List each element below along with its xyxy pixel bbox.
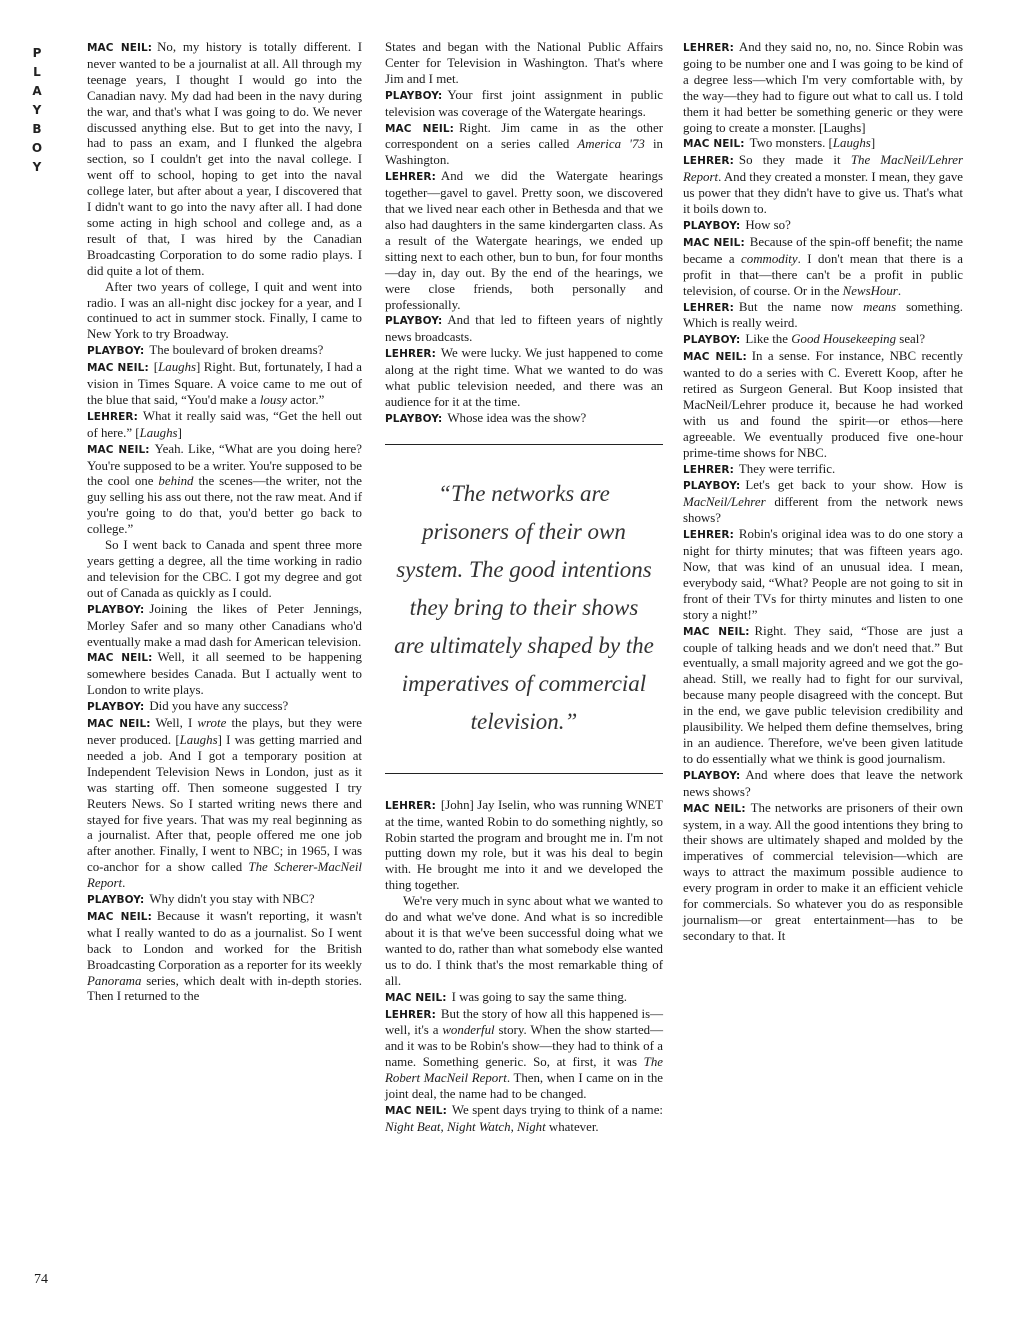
paragraph-text: In a sense. For instance, NBC recently wanted to do a series with C. Everett Koop, after he retired as Surgeon General. But Koop insisted that MacNeil/Lehrer produce it, because he had worked with us and found the spirit—or ethos—here agreeable. We eventually produced five one-hour prime-time shows for NBC. — [683, 349, 963, 460]
text-run: whatever. — [545, 1119, 599, 1134]
text-run: different from the network news shows? — [683, 495, 963, 526]
paragraph — [683, 300, 963, 333]
speaker-label: PLAYBOY: — [683, 769, 741, 782]
text-run: the scenes—the writer, not the guy selling his ass out there, not the raw meat. And if you're going to do that, you'd better go back to college.” — [87, 474, 362, 537]
speaker-label: LEHRER: — [385, 348, 436, 361]
vertical-label-letter: P — [32, 46, 42, 60]
paragraph — [385, 40, 663, 88]
paragraph — [87, 343, 362, 360]
text-run: . Then, when I came on in the joint deal, the name had to be changed. — [385, 1071, 663, 1102]
paragraph-text: [John] Jay Iselin, who was running WNET at the time, wanted Robin to do something nightly, so Robin started the program and brought me in. I'm not putting down my role, but it was his deal to begin with. He brought me into it and we developed the thing together. — [385, 797, 663, 893]
speaker-label: MAC NEIL: — [385, 991, 447, 1004]
speaker-label: PLAYBOY: — [87, 894, 145, 907]
italic-run: wonderful — [442, 1023, 495, 1038]
paragraph — [385, 798, 663, 894]
paragraph-text: And where does that leave the network news shows? — [683, 767, 963, 799]
paragraph — [385, 121, 663, 170]
vertical-label-text — [30, 44, 44, 177]
text-run: . And they created a monster. I mean, they gave us power that they didn't have to give us. That's what it boils down to. — [683, 170, 963, 217]
paragraph — [683, 768, 963, 801]
paragraph — [87, 699, 362, 716]
speaker-label: PLAYBOY: — [87, 603, 145, 616]
paragraph — [683, 40, 963, 136]
text-run: So they made it — [738, 153, 851, 168]
italic-run: commodity — [741, 251, 798, 266]
text-run: story. When the show started—and it was to be Robin's show—they had to think of a name. Something generic. So, at first, it was — [385, 1023, 663, 1070]
text-run: seal? — [896, 332, 926, 347]
text-run: Two monsters. [ — [749, 136, 833, 151]
paragraph-text: States and began with the National Public Affairs Center for Television in Washington. That's where Jim and I met. — [385, 40, 663, 86]
paragraph — [683, 136, 963, 153]
italic-run: Good Housekeeping — [791, 332, 897, 347]
paragraph — [385, 313, 663, 346]
paragraph — [683, 478, 963, 527]
text-run: Let's get back to your show. How is — [745, 478, 963, 493]
text-run: the plays, but they were never produced. [ — [87, 716, 362, 747]
italic-run: Night Beat, Night Watch, Night — [385, 1119, 546, 1134]
paragraph — [683, 235, 963, 300]
paragraph — [385, 346, 663, 411]
speaker-label: MAC NEIL: — [683, 138, 745, 151]
paragraph — [87, 909, 362, 1005]
paragraph — [87, 650, 362, 699]
italic-run: NewsHour — [842, 283, 898, 298]
paragraph-text: How so? — [745, 217, 791, 232]
paragraph-text: We were lucky. We just happened to come along at the right time. What we wanted to do was what public television needed, and there was an audience for it at the time. — [385, 346, 663, 409]
italic-run: Laughs — [832, 136, 871, 151]
text-run: Because it wasn't reporting, it wasn't what I really wanted to do as a journalist. So I went back to London and worked for the British Broadcasting Corporation as a reporter for its weekly — [87, 908, 363, 972]
text-run: series, which dealt with in-depth stories. Then I returned to the — [87, 973, 362, 1004]
speaker-label: LEHRER: — [683, 42, 734, 54]
paragraph — [87, 602, 362, 651]
paragraph-text: Why didn't you stay with NBC? — [149, 892, 315, 907]
text-run: ] I was getting married and needed a job. And I got a temporary position at Independent Television News in London, just as it was starting off. Then someone suggested I try Reuters News. So I started writing news there and stayed for five years. That was my real beginning as a journalist. After that, people offered me one job after another. Finally, I went to NBC; in 1965, I was co-anchor for a show called — [87, 732, 362, 875]
text-run: . — [897, 283, 902, 298]
speaker-label: MAC NEIL: — [683, 236, 745, 249]
speaker-label: MAC NEIL: — [683, 351, 747, 364]
paragraph-text: We're very much in sync about what we wanted to do and what we've done. And what is so incredible about it is that we've been successful doing what we wanted to do, rather than what somebody else wanted us to do. I think that's the most remarkable thing of all. — [385, 894, 663, 988]
speaker-label: LEHRER: — [87, 410, 138, 423]
text-run: in Washington. — [385, 137, 663, 168]
paragraph — [385, 990, 663, 1007]
text-run: [ — [153, 360, 159, 375]
text-run: something. Which is really weird. — [683, 299, 963, 331]
paragraph — [87, 409, 362, 442]
paragraph — [683, 801, 963, 945]
paragraph-text: And they said no, no, no. Since Robin was going to be number one and I was going to be kind of a degree less—which I'm very comfortable with, by the way—they had to figure out what to call us. I told them it had better be something generic or they were going to create a monster. [Laughs] — [683, 40, 963, 135]
text-run: What it really said was, “Get the hell out of here.” [ — [87, 408, 362, 440]
paragraph-text: After two years of college, I quit and went into radio. I was an all-night disc jockey for a year, and I continued to act in summer stock. Finally, I came to New York to try Broadway. — [87, 279, 362, 342]
paragraph-text: The boulevard of broken dreams? — [149, 343, 324, 358]
speaker-label: LEHRER: — [385, 1008, 436, 1021]
speaker-label: LEHRER: — [683, 463, 734, 476]
paragraph-text: Did you have any success? — [149, 699, 289, 714]
paragraph — [87, 892, 362, 909]
paragraph — [87, 538, 362, 602]
text-run: Like the — [745, 332, 792, 347]
paragraph-text: So I went back to Canada and spent three more years getting a degree, all the time working in radio and television for the CBC. I got my degree and got out of Canada as quickly as I could. — [87, 538, 362, 600]
italic-run: Laughs — [179, 732, 218, 747]
italic-run: behind — [158, 474, 194, 489]
paragraph-text: No, my history is totally different. I never wanted to be a journalist at all. All through my teenage years, I thought I would go into the Canadian navy. My dad had been in the navy during the war, and that's what I was going to do. We never discussed anything else. But to get into the navy, I had to pass an exam, and I flunked the algebra section, so I couldn't get into the naval college. I went off to school, hoping to get into the naval college later, but after about a year, I discovered that I didn't want to go into the navy after all. I had done some acting in high school and college and, as a result of that, I was hired by the Canadian Broadcasting Corporation to do some radio plays. I did quite a lot of them. — [87, 40, 362, 278]
text-column-3 — [683, 40, 963, 945]
speaker-label: MAC NEIL: — [87, 910, 152, 923]
text-run: . — [122, 876, 126, 891]
paragraph — [385, 411, 663, 428]
speaker-label: LEHRER: — [683, 529, 734, 542]
text-run: We spent days trying to think of a name: — [451, 1102, 663, 1117]
paragraph-text: Well, it all seemed to be happening somewhere besides Canada. But I actually went to London to write plays. — [87, 650, 362, 698]
text-run: . I don't mean that there is a profit in that—there can't be a profit in public television, of course. Or in the — [683, 251, 963, 298]
text-run: actor.” — [287, 392, 325, 407]
speaker-label: PLAYBOY: — [385, 89, 443, 102]
paragraph — [683, 349, 963, 461]
italic-run: The MacNeil/Lehrer Report — [683, 153, 964, 185]
speaker-label: PLAYBOY: — [87, 701, 145, 714]
paragraph-text: Your first joint assignment in public television was coverage of the Watergate hearings. — [385, 87, 663, 119]
italic-run: The Scherer-MacNeil Report — [87, 860, 362, 891]
paragraph — [385, 88, 663, 121]
paragraph — [683, 218, 963, 235]
speaker-label: MAC NEIL: — [87, 718, 151, 731]
paragraph-text: Whose idea was the show? — [447, 410, 587, 425]
paragraph-text: The networks are prisoners of their own system, in a way. All the good intentions they bring to their shows are ultimately shaped and molded by the imperatives of commercial television—which are ways to attract the maximum possible audience to every program in order to make it an efficient vehicle for commercials. So whatever you do as responsible journalism—or great entertainment—has to be secondary to that. It — [683, 800, 963, 943]
speaker-label: PLAYBOY: — [683, 219, 741, 232]
speaker-label: PLAYBOY: — [683, 334, 741, 347]
text-run: ] — [870, 136, 876, 151]
text-run: ] Right. But, fortunately, I had a vision in Times Square. A voice came to me out of the blue that said, “You'd make a — [87, 360, 363, 407]
paragraph — [87, 40, 362, 280]
paragraph — [683, 527, 963, 623]
text-run: But the story of how all this happened is—well, it's a — [385, 1006, 663, 1038]
speaker-label: MAC NEIL: — [87, 362, 149, 375]
vertical-label-letter: L — [33, 65, 41, 79]
text-run: Because of the spin-off benefit; the name became a — [683, 234, 964, 266]
italic-run: The Robert MacNeil Report — [385, 1055, 663, 1086]
speaker-label: MAC NEIL: — [87, 42, 153, 54]
paragraph-text: They were terrific. — [738, 461, 836, 476]
text-run: But the name now — [738, 299, 864, 314]
paragraph-text: And that led to fifteen years of nightly news broadcasts. — [385, 313, 663, 345]
vertical-label-letter: O — [31, 141, 43, 155]
paragraph — [87, 280, 362, 344]
paragraph — [683, 332, 963, 349]
italic-run: means — [863, 299, 897, 314]
magazine-name-vertical — [30, 44, 44, 177]
speaker-label: MAC NEIL: — [385, 122, 454, 135]
vertical-label-letter: Y — [32, 160, 42, 174]
speaker-label: LEHRER: — [385, 799, 436, 812]
speaker-label: PLAYBOY: — [385, 315, 443, 328]
paragraph — [385, 1007, 663, 1103]
paragraph — [385, 894, 663, 989]
speaker-label: PLAYBOY: — [87, 345, 145, 358]
paragraph — [385, 1103, 663, 1136]
italic-run: Laughs — [158, 360, 197, 375]
paragraph — [87, 442, 362, 538]
italic-run: America '73 — [577, 137, 645, 152]
vertical-label-letter: B — [32, 122, 42, 136]
speaker-label: PLAYBOY: — [683, 480, 741, 493]
paragraph — [87, 360, 362, 409]
speaker-label: LEHRER: — [683, 301, 734, 314]
paragraph — [683, 462, 963, 479]
italic-run: Laughs — [139, 425, 178, 440]
text-run: Yeah. Like, “What are you doing here? You're supposed to be a writer. You're supposed to be the cool one — [87, 441, 362, 489]
speaker-label: MAC NEIL: — [683, 802, 746, 815]
vertical-label-letter: Y — [32, 103, 42, 117]
paragraph-text: Robin's original idea was to do one story a night for thirty minutes; that was fifteen years ago. Now, that was kind of an unusual idea. I mean, everybody said, “What? People are not going to sit in front of their TVs for thirty minutes and listen to one story a night!” — [683, 527, 963, 622]
paragraph-text: I was going to say the same thing. — [451, 989, 628, 1004]
vertical-label-letter: A — [32, 84, 42, 98]
paragraph — [683, 624, 963, 768]
text-column-2 — [385, 40, 663, 1136]
italic-run: wrote — [197, 716, 227, 731]
text-run: ] — [177, 425, 182, 440]
italic-run: lousy — [259, 392, 288, 407]
italic-run: MacNeil/Lehrer — [683, 495, 766, 510]
paragraph-text: Joining the likes of Peter Jennings, Morley Safer and so many other Canadians who'd eventually make a mad dash for American television. — [87, 601, 362, 649]
paragraph-text: Right. They said, “Those are just a couple of talking heads and we don't need that.” But eventually, a small majority agreed and we got the go-ahead. Still, we really had to fight for our survival, because many people disagreed with the concept. But in the end, we gave public television credibility and plausibility. We helped them define themselves, bring in an audience. Therefore, we've been given latitude to do essentially what we think is good journalism. — [683, 623, 963, 766]
text-run: Well, I — [155, 716, 198, 731]
pull-quote: “The networks are prisoners of their own system. The good intentions they bring to their shows are ultimately shaped by the imperatives of commercial television.” — [385, 444, 663, 774]
text-run: Right. Jim came in as the other correspondent on a series called — [385, 120, 663, 152]
paragraph-text: And we did the Watergate hearings together—gavel to gavel. Pretty soon, we discovered that we lived near each other in Bethesda and that we also had daughters in the same kindergarten class. As a result of the Watergate hearings, we ended up sitting next to each other, bun to bun, for four months—day in, day out. By the end of the hearings, we were close friends, both personally and professionally. — [385, 169, 663, 312]
paragraph — [683, 153, 963, 218]
paragraph — [87, 716, 362, 892]
speaker-label: MAC NEIL: — [683, 625, 750, 638]
page-number: 74 — [34, 1272, 48, 1287]
speaker-label: LEHRER: — [385, 171, 436, 184]
paragraph — [385, 169, 663, 313]
speaker-label: LEHRER: — [683, 155, 734, 168]
speaker-label: MAC NEIL: — [385, 1104, 447, 1117]
speaker-label: MAC NEIL: — [87, 652, 153, 665]
text-column-1 — [87, 40, 362, 1005]
speaker-label: PLAYBOY: — [385, 412, 443, 425]
speaker-label: MAC NEIL: — [87, 443, 150, 456]
italic-run: Panorama — [87, 973, 142, 988]
